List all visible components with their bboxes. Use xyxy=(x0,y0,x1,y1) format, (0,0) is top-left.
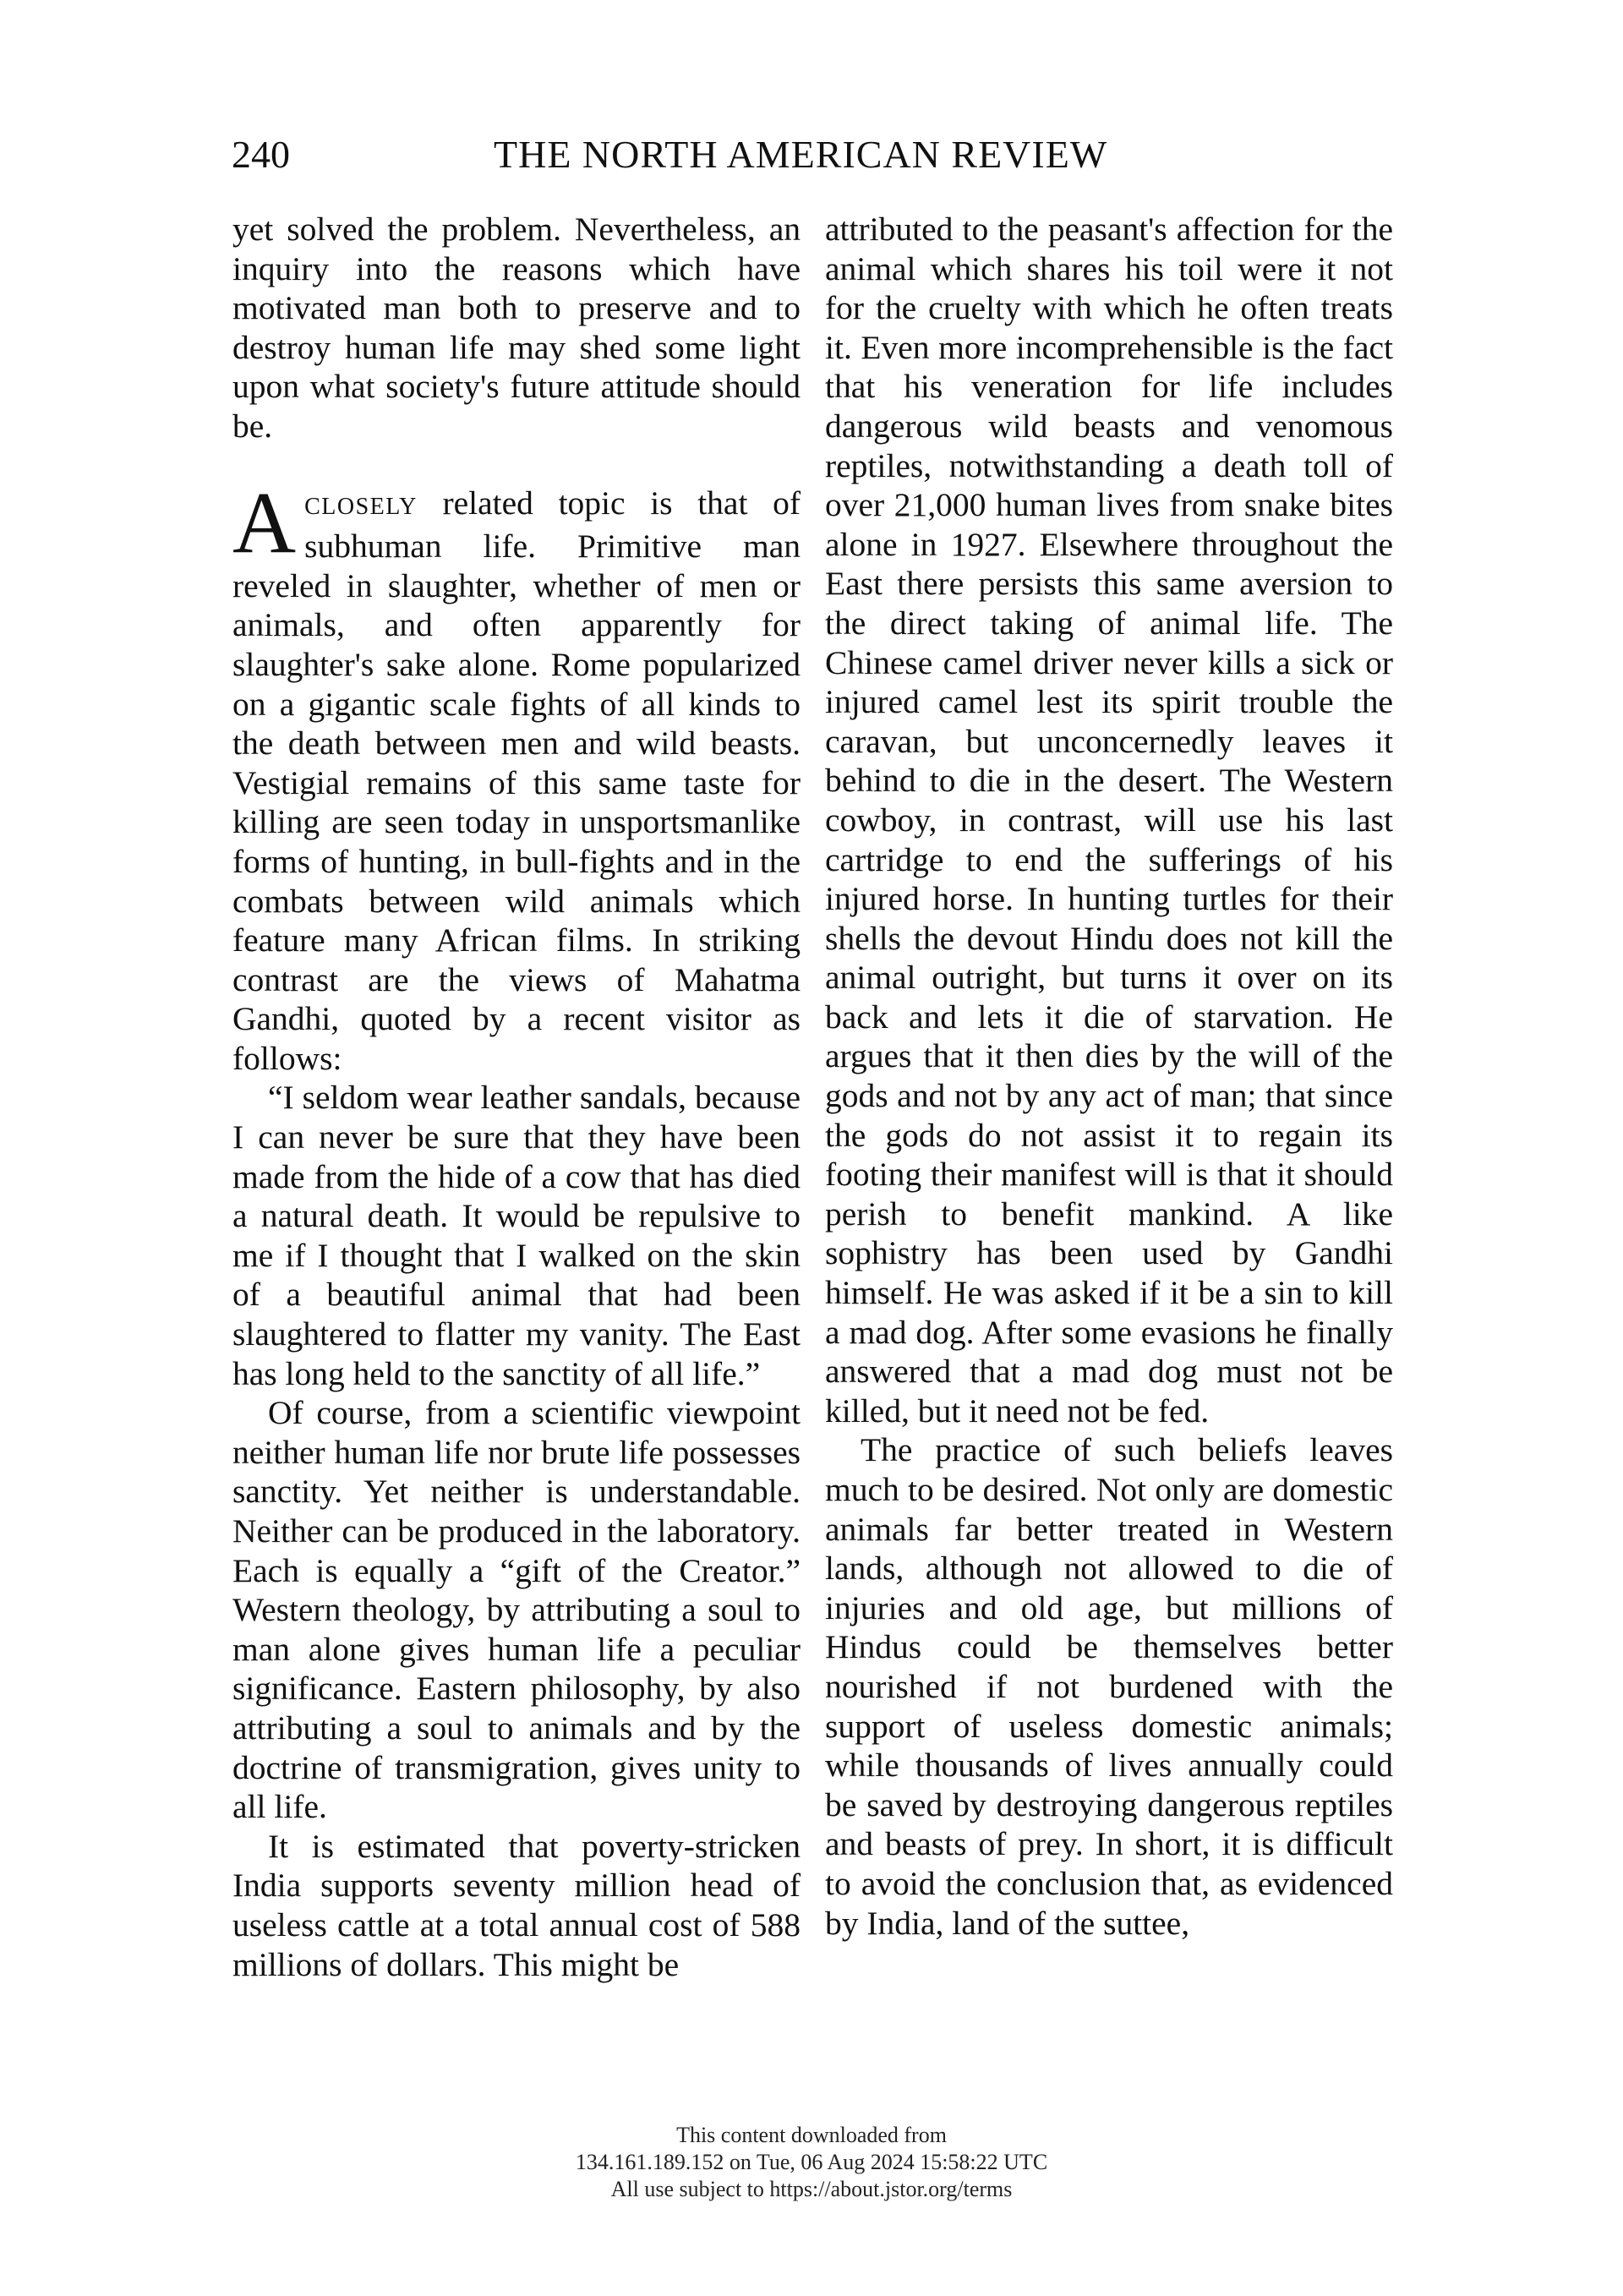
left-column xyxy=(232,210,801,1984)
paragraph: The practice of such beliefs leaves much to be desired. Not only are domestic animals far better treated in Western lands, although not allowed to die of injuries and old age, but millions of Hindus could be themselves better nourished if not burdened with the support of useless domestic animals; while thousands of lives annually could be saved by destroying dangerous reptiles and beasts of prey. In short, it is difficult to avoid the conclusion that, as evidenced by India, land of the suttee, xyxy=(825,1431,1393,1942)
paragraph: attributed to the peasant's affection for the animal which shares his toil were it not for the cruelty with which he often treats it. Even more incomprehensible is the fact that his veneration for life includes dangerous wild beasts and venomous reptiles, notwithstanding a death toll of over 21,000 human lives from snake bites alone in 1927. Elsewhere throughout the East there persists this same aversion to the direct taking of animal life. The Chinese camel driver never kills a sick or injured camel lest its spirit trouble the caravan, but unconcernedly leaves it behind to die in the desert. The Western cowboy, in contrast, will use his last cartridge to end the sufferings of his injured horse. In hunting turtles for their shells the devout Hindu does not kill the animal outright, but turns it over on its back and lets it die of starvation. He argues that it then dies by the will of the gods and not by any act of man; that since the gods do not assist it to regain its footing their manifest will is that it should perish to benefit mankind. A like sophistry has been used by Gandhi himself. He was asked if it be a sin to kill a mad dog. After some evasions he finally answered that a mad dog must not be killed, but it need not be fed. xyxy=(825,210,1393,1430)
paragraph: Of course, from a scientific viewpoint neither human life nor brute life possesses sanctity. Yet neither is understandable. Neither can be produced in the laboratory. Each is equally a “gift of the Creator.” Western theology, by attributing a soul to man alone gives human life a peculiar significance. Eastern philosophy, by also attributing a soul to animals and by the doctrine of transmigration, gives unity to all life. xyxy=(232,1394,801,1826)
download-notice-line: This content downloaded from xyxy=(676,2123,947,2147)
page-number: 240 xyxy=(232,133,290,176)
paragraph-text: related topic is that of subhuman life. Primitive man reveled in slaughter, whether of men or animals, and often apparently for slaughter's sake alone. Rome popularized on a gigantic scale fights of all kinds to the death between men and wild beasts. Vestigial remains of this same taste for killing are seen today in unsportsmanlike forms of hunting, in bull-fights and in the combats between wild animals which feature many African films. In striking contrast are the views of Mahatma Gandhi, quoted by a recent visitor as follows: xyxy=(232,484,801,1077)
small-caps-lead: CLOSELY xyxy=(304,493,418,520)
download-notice-line: All use subject to https://about.jstor.org/terms xyxy=(610,2177,1013,2201)
right-column xyxy=(825,210,1393,1943)
download-notice-line: 134.161.189.152 on Tue, 06 Aug 2024 15:58:22 UTC xyxy=(575,2150,1048,2174)
journal-title: THE NORTH AMERICAN REVIEW xyxy=(494,133,1108,176)
running-head xyxy=(232,125,1412,184)
download-notice xyxy=(0,2122,1623,2203)
paragraph: It is estimated that poverty-stricken India supports seventy million head of useless cattle at a total annual cost of 588 millions of dollars. This might be xyxy=(232,1827,801,1983)
block-quote: “I seldom wear leather sandals, because I can never be sure that they have been made from the hide of a cow that has died a natural death. It would be repulsive to me if I thought that I walked on the skin of a beautiful animal that had been slaughtered to flatter my vanity. The East has long held to the sanctity of all life.” xyxy=(232,1079,801,1392)
section-start-paragraph xyxy=(232,473,801,1079)
paragraph: yet solved the problem. Nevertheless, an inquiry into the reasons which have motivated man both to preserve and to destroy human life may shed some light upon what society's future attitude should be. xyxy=(232,210,801,445)
drop-cap: A xyxy=(232,473,297,571)
